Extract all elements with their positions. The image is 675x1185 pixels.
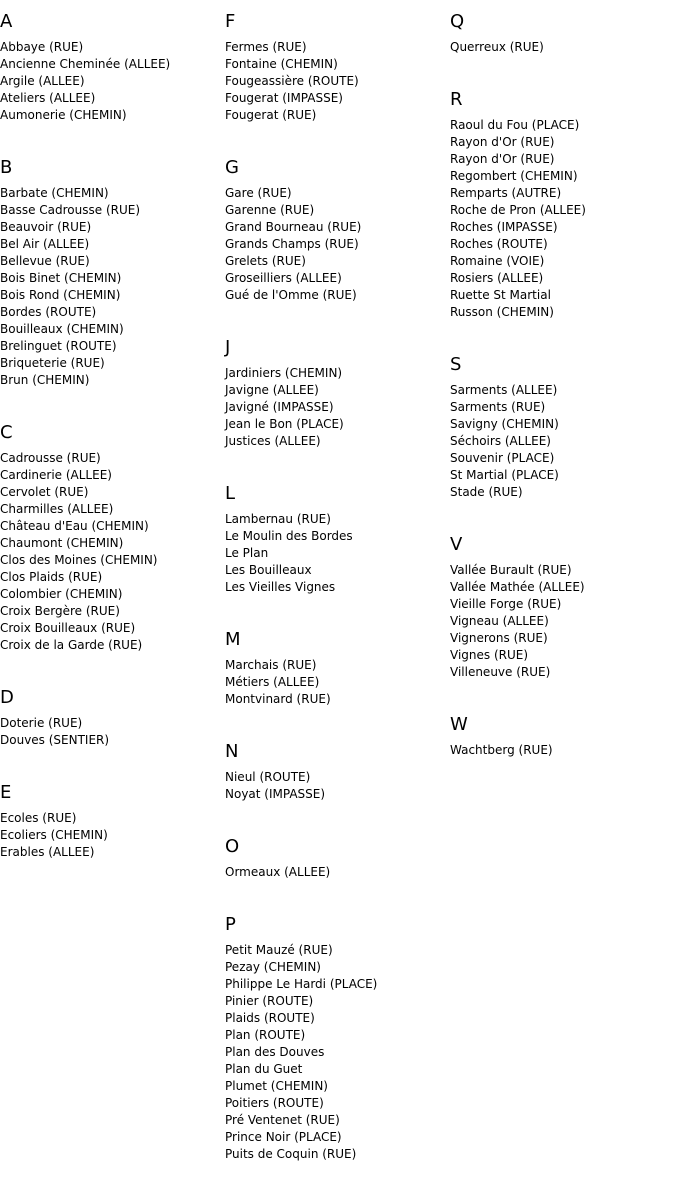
street-item: Erables (ALLEE) [0,845,95,859]
street-item: Sarments (RUE) [450,400,546,414]
street-item: Croix Bouilleaux (RUE) [0,621,136,635]
letter-heading: F [225,11,236,32]
street-item: Regombert (CHEMIN) [450,169,578,183]
street-item: Le Moulin des Bordes [225,529,353,543]
street-item: Groseilliers (ALLEE) [225,271,342,285]
street-item: Les Bouilleaux [225,563,312,577]
letter-group-q [450,0,675,56]
street-item: Charmilles (ALLEE) [0,502,114,516]
street-list [0,185,225,389]
street-item: Croix Bergère (RUE) [0,604,120,618]
street-item: Bellevue (RUE) [0,254,90,268]
street-list [450,382,675,501]
street-item: Plan des Douves [225,1045,325,1059]
street-item: Barbate (CHEMIN) [0,186,109,200]
letter-group-a [0,0,225,124]
street-item: Plumet (CHEMIN) [225,1079,328,1093]
street-item: Pinier (ROUTE) [225,994,314,1008]
street-item: Vignerons (RUE) [450,631,548,645]
street-item: Rosiers (ALLEE) [450,271,544,285]
street-item: Brelinguet (ROUTE) [0,339,117,353]
street-item: Fontaine (CHEMIN) [225,57,338,71]
street-item: Roches (ROUTE) [450,237,548,251]
street-item: Grands Champs (RUE) [225,237,359,251]
street-item: Argile (ALLEE) [0,74,85,88]
letter-group-r [450,78,675,321]
letter-heading: S [450,354,462,375]
street-item: Ateliers (ALLEE) [0,91,96,105]
street-item: Ruette St Martial [450,288,551,302]
street-item: Cervolet (RUE) [0,485,89,499]
street-item: Petit Mauzé (RUE) [225,943,333,957]
street-item: Plan du Guet [225,1062,303,1076]
street-item: Fougerat (IMPASSE) [225,91,343,105]
street-item: Remparts (AUTRE) [450,186,562,200]
letter-group-m [225,618,450,708]
street-item: Jean le Bon (PLACE) [225,417,344,431]
street-item: Roche de Pron (ALLEE) [450,203,586,217]
index-column-3 [450,0,675,781]
street-item: Bordes (ROUTE) [0,305,97,319]
letter-group-g [225,146,450,304]
street-item: Chaumont (CHEMIN) [0,536,124,550]
street-item: Garenne (RUE) [225,203,315,217]
street-list [225,864,450,881]
street-list [0,810,225,861]
street-item: Querreux (RUE) [450,40,544,54]
street-item: Vallée Burault (RUE) [450,563,572,577]
street-item: Villeneuve (RUE) [450,665,551,679]
street-item: Fermes (RUE) [225,40,307,54]
street-item: Poitiers (ROUTE) [225,1096,324,1110]
letter-group-f [225,0,450,124]
letter-heading: O [225,836,240,857]
street-list [225,942,450,1163]
street-item: Ormeaux (ALLEE) [225,865,331,879]
street-item: Rayon d'Or (RUE) [450,135,555,149]
street-item: Savigny (CHEMIN) [450,417,559,431]
street-item: Beauvoir (RUE) [0,220,92,234]
letter-heading: C [0,422,13,443]
street-list [450,39,675,56]
letter-heading: Q [450,11,465,32]
street-item: Douves (SENTIER) [0,733,110,747]
index-column-2 [225,0,450,1185]
street-item: Basse Cadrousse (RUE) [0,203,141,217]
street-item: Plaids (ROUTE) [225,1011,315,1025]
street-item: St Martial (PLACE) [450,468,559,482]
street-list [225,511,450,596]
street-item: Lambernau (RUE) [225,512,331,526]
letter-group-v [450,523,675,681]
street-item: Fougerat (RUE) [225,108,317,122]
street-item: Doterie (RUE) [0,716,83,730]
street-item: Philippe Le Hardi (PLACE) [225,977,378,991]
street-item: Ancienne Cheminée (ALLEE) [0,57,171,71]
letter-heading: E [0,782,12,803]
letter-heading: R [450,89,463,110]
street-item: Bel Air (ALLEE) [0,237,90,251]
street-item: Séchoirs (ALLEE) [450,434,551,448]
street-item: Souvenir (PLACE) [450,451,555,465]
street-item: Sarments (ALLEE) [450,383,558,397]
letter-group-o [225,825,450,881]
street-list [225,39,450,124]
letter-group-c [0,411,225,654]
street-item: Jardiniers (CHEMIN) [225,366,343,380]
index-column-1 [0,0,225,883]
street-item: Bois Binet (CHEMIN) [0,271,122,285]
letter-heading: V [450,534,463,555]
street-item: Clos des Moines (CHEMIN) [0,553,158,567]
letter-heading: J [225,337,231,358]
street-list [225,365,450,450]
street-item: Puits de Coquin (RUE) [225,1147,357,1161]
letter-heading: P [225,914,236,935]
street-item: Vallée Mathée (ALLEE) [450,580,585,594]
street-item: Javigné (IMPASSE) [225,400,334,414]
letter-group-s [450,343,675,501]
letter-group-p [225,903,450,1163]
street-list [0,450,225,654]
street-item: Métiers (ALLEE) [225,675,320,689]
street-list [225,657,450,708]
street-item: Montvinard (RUE) [225,692,331,706]
street-item: Bois Rond (CHEMIN) [0,288,121,302]
street-list [450,562,675,681]
street-item: Grand Bourneau (RUE) [225,220,362,234]
letter-group-d [0,676,225,749]
street-item: Prince Noir (PLACE) [225,1130,342,1144]
street-item: Clos Plaids (RUE) [0,570,103,584]
street-item: Pezay (CHEMIN) [225,960,321,974]
street-list [0,715,225,749]
street-item: Pré Ventenet (RUE) [225,1113,340,1127]
street-list [0,39,225,124]
street-item: Bouilleaux (CHEMIN) [0,322,124,336]
street-item: Russon (CHEMIN) [450,305,554,319]
street-item: Cadrousse (RUE) [0,451,101,465]
street-item: Marchais (RUE) [225,658,317,672]
letter-heading: B [0,157,13,178]
street-item: Roches (IMPASSE) [450,220,558,234]
letter-heading: N [225,741,239,762]
street-item: Vigneau (ALLEE) [450,614,549,628]
street-item: Ecoles (RUE) [0,811,77,825]
street-item: Colombier (CHEMIN) [0,587,123,601]
street-item: Gué de l'Omme (RUE) [225,288,357,302]
street-item: Château d'Eau (CHEMIN) [0,519,149,533]
street-item: Nieul (ROUTE) [225,770,311,784]
street-item: Romaine (VOIE) [450,254,545,268]
street-item: Fougeassière (ROUTE) [225,74,359,88]
street-item: Wachtberg (RUE) [450,743,553,757]
street-item: Abbaye (RUE) [0,40,84,54]
letter-group-e [0,771,225,861]
street-item: Gare (RUE) [225,186,292,200]
street-item: Javigne (ALLEE) [225,383,319,397]
letter-heading: L [225,483,236,504]
street-item: Aumonerie (CHEMIN) [0,108,127,122]
letter-group-j [225,326,450,450]
letter-group-l [225,472,450,596]
letter-heading: W [450,714,468,735]
street-item: Ecoliers (CHEMIN) [0,828,108,842]
street-item: Croix de la Garde (RUE) [0,638,143,652]
street-item: Les Vieilles Vignes [225,580,336,594]
street-item: Brun (CHEMIN) [0,373,90,387]
letter-heading: A [0,11,13,32]
street-item: Noyat (IMPASSE) [225,787,326,801]
letter-heading: G [225,157,239,178]
street-item: Vignes (RUE) [450,648,529,662]
street-item: Stade (RUE) [450,485,523,499]
street-item: Briqueterie (RUE) [0,356,105,370]
street-item: Raoul du Fou (PLACE) [450,118,580,132]
letter-group-n [225,730,450,803]
street-item: Grelets (RUE) [225,254,306,268]
street-list [225,769,450,803]
street-item: Cardinerie (ALLEE) [0,468,112,482]
street-list [450,117,675,321]
street-item: Le Plan [225,546,269,560]
street-item: Plan (ROUTE) [225,1028,306,1042]
letter-group-b [0,146,225,389]
letter-group-w [450,703,675,759]
street-item: Vieille Forge (RUE) [450,597,562,611]
street-list [225,185,450,304]
street-item: Rayon d'Or (RUE) [450,152,555,166]
street-item: Justices (ALLEE) [225,434,321,448]
street-list [450,742,675,759]
letter-heading: D [0,687,14,708]
letter-heading: M [225,629,241,650]
